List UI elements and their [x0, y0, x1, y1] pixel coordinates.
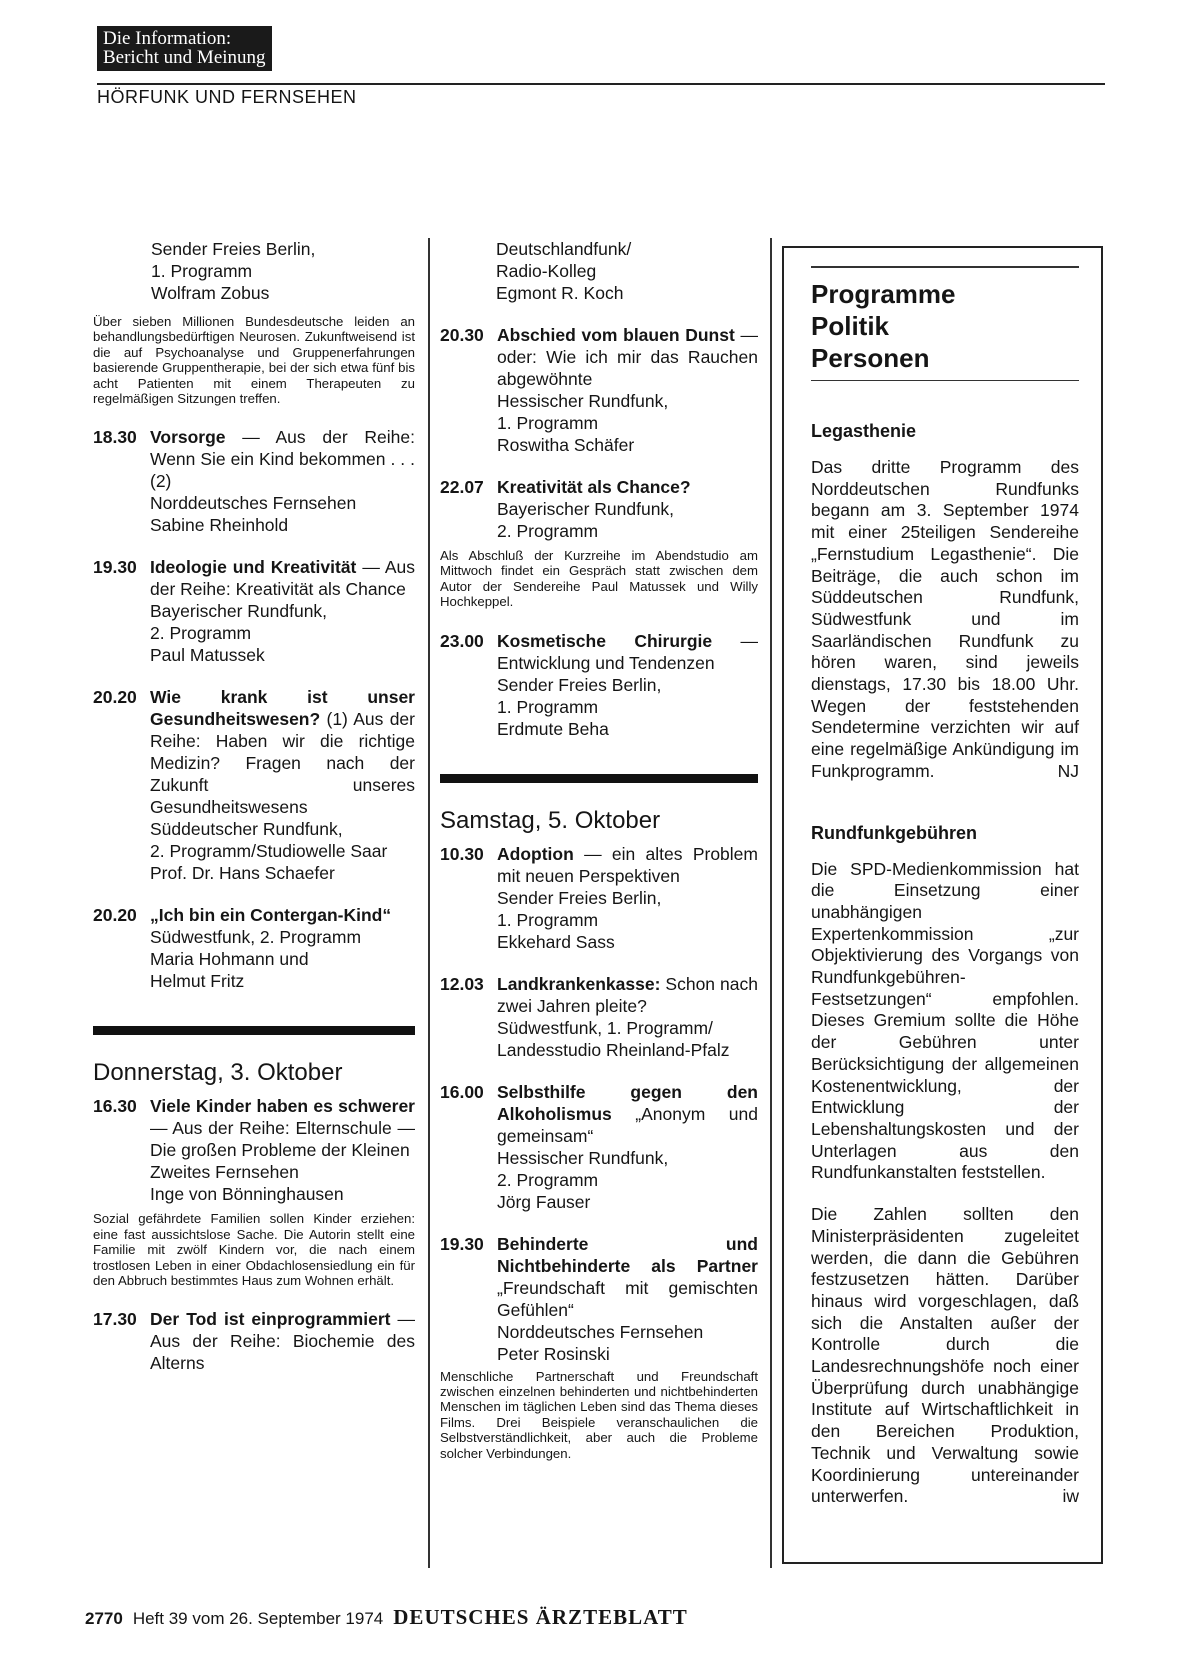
program-detail: Zweites Fernsehen	[150, 1162, 299, 1183]
program-entry	[440, 973, 758, 1061]
program-detail: Norddeutsches Fernsehen	[497, 1321, 704, 1342]
program-entry	[440, 1081, 758, 1213]
program-time: 19.30	[440, 1233, 484, 1254]
program-detail: Sender Freies Berlin,	[497, 887, 662, 908]
program-description: Sozial gefährdete Familien sollen Kinder erziehen: eine fast aussichtslose Sache. Die Autorin stellt eine Familie mit zwölf Kindern vor, die nach einem trostlosen Leben in einer Obdachlosensiedlung ein für den Abbruch bestimmtes Haus zum Wohnen erhält.	[93, 1211, 415, 1289]
author-sign: NJ	[1057, 760, 1079, 781]
program-time: 22.07	[440, 477, 484, 497]
program-entry	[440, 843, 758, 953]
program-subtitle: — Aus der Reihe: Biochemie des Alterns	[150, 1309, 415, 1374]
program-entry	[93, 904, 415, 992]
program-detail: 2. Programm	[497, 1169, 599, 1190]
program-time: 16.30	[93, 1096, 137, 1117]
program-title: Behinderte und Nichtbehinderte als Partner	[497, 1233, 758, 1276]
box-paragraph-text: Das dritte Programm des Norddeutschen Rundfunks begann am 3. September 1974 mit einer 25teiligen Sendereihe „Fernstudium Legasthenie“. Die Beiträge, die auch schon im Süddeutschen Rundfunk, Südwestfunk und im Saarländischen Rundfunk zu hören waren, sind jeweils dienstags, 17.30 bis 18.00 Uhr. Wegen der feststehenden Sendetermine verzichten wir auf eine regelmäßige Ankündigung im Funkprogramm.	[811, 457, 1079, 781]
program-detail: Roswitha Schäfer	[497, 435, 635, 455]
day-heading: Samstag, 5. Oktober	[440, 806, 661, 834]
box-paragraph-text: Die Zahlen sollten den Ministerpräsidenten zugeleitet werden, die dann die Gebühren festzusetzen hätten. Darüber hinaus wird vorgeschlagen, daß sich die Anstalten außer der Kontrolle durch die Landesrechnungshöfe noch einer Überprüfung durch unabhängige Institute auf Wirtschaftlichkeit in den Bereichen Produktion, Technik und Verwaltung sowie Koordinierung untereinander unterwerfen.	[811, 1204, 1079, 1507]
box-paragraph: Die SPD-Medienkommission hat die Einsetzung einer unabhängigen Expertenkommission „zur Objektivierung des Vorgangs von Rundfunkgebühren-Festsetzungen“ empfohlen. Dieses Gremium sollte die Höhe der Gebühren unter Berücksichtigung der allgemeinen Kostenentwicklung, der Entwicklung der Lebenshaltungskosten und der Unterlagen aus den Rundfunkanstalten feststellen.	[811, 858, 1079, 1183]
program-title: Ideologie und Kreativität	[150, 557, 357, 578]
program-detail: Ekkehard Sass	[497, 931, 615, 952]
program-title: Selbsthilfe gegen den Alkoholismus	[497, 1081, 758, 1124]
program-detail: Maria Hohmann und	[150, 949, 309, 970]
program-title: Landkrankenkasse:	[497, 973, 661, 994]
program-title: „Ich bin ein Contergan-Kind“	[150, 905, 392, 926]
byline-line: 1. Programm	[151, 261, 253, 281]
header-rule	[97, 83, 1105, 85]
program-detail: Paul Matussek	[150, 645, 265, 666]
footer	[85, 1605, 688, 1630]
page-number: 2770	[85, 1609, 123, 1628]
day-divider-bar	[440, 774, 758, 783]
program-detail: Südwestfunk, 2. Programm	[150, 927, 362, 948]
program-time: 12.03	[440, 973, 484, 994]
section-title: HÖRFUNK UND FERNSEHEN	[97, 87, 357, 107]
program-subtitle: — oder: Wie ich mir das Rauchen abgewöhnte	[497, 325, 758, 389]
program-description: Als Abschluß der Kurzreihe im Abendstudio am Mittwoch findet ein Gespräch statt zwischen dem Autor der Sendereihe Paul Matussek und Willy Hochkeppel.	[440, 548, 758, 610]
program-subtitle: (1) Aus der Reihe: Haben wir die richtige Medizin? Fragen nach der Zukunft unseres Gesundheitswesens	[150, 709, 415, 818]
program-title: Abschied vom blauen Dunst	[497, 325, 735, 345]
box-paragraph	[811, 457, 1079, 783]
program-detail: Norddeutsches Fernsehen	[150, 493, 357, 514]
program-detail: Landesstudio Rheinland-Pfalz	[497, 1039, 730, 1060]
program-entry	[93, 1095, 415, 1205]
box-title	[811, 268, 1079, 380]
program-subtitle: — ein altes Problem mit neuen Perspektiven	[497, 843, 758, 886]
program-entry	[440, 1233, 758, 1365]
program-detail: 2. Programm	[497, 521, 599, 541]
program-title: Kosmetische Chirurgie	[497, 630, 713, 651]
program-title: Wie krank ist unser Gesundheitswesen?	[150, 687, 415, 730]
byline	[496, 238, 758, 304]
box-subheading: Legasthenie	[811, 421, 917, 441]
program-entry	[440, 324, 758, 456]
program-time: 20.20	[93, 687, 137, 708]
program-entry	[440, 476, 758, 542]
program-detail: Jörg Fauser	[497, 1191, 591, 1212]
program-time: 17.30	[93, 1309, 137, 1330]
column-divider	[428, 238, 430, 1568]
program-title: Adoption	[497, 843, 574, 864]
box-title-line: Politik	[811, 310, 890, 341]
program-time: 20.20	[93, 905, 137, 926]
program-entry	[93, 686, 415, 884]
program-detail: 2. Programm/Studiowelle Saar	[150, 841, 388, 862]
program-subtitle: „Freundschaft mit gemischten Gefühlen“	[497, 1277, 758, 1320]
box-subheading: Rundfunkgebühren	[811, 822, 977, 843]
program-title: Kreativität als Chance?	[497, 477, 691, 497]
program-detail: 1. Programm	[497, 696, 599, 717]
program-detail: Hessischer Rundfunk,	[497, 1147, 669, 1168]
box-rule	[811, 380, 1079, 382]
program-detail: Peter Rosinski	[497, 1343, 610, 1364]
program-detail: Sender Freies Berlin,	[497, 674, 662, 695]
program-detail: Erdmute Beha	[497, 718, 609, 739]
masthead-line-1: Die Information:	[103, 28, 232, 49]
program-time: 23.00	[440, 630, 484, 651]
column-2	[440, 238, 758, 1461]
program-subtitle: — Aus der Reihe: Kreativität als Chance	[150, 557, 415, 600]
byline-line: Radio-Kolleg	[496, 261, 597, 281]
box-title-line: Programme	[811, 278, 956, 309]
day-heading: Donnerstag, 3. Oktober	[93, 1059, 343, 1087]
program-detail: 1. Programm	[497, 413, 599, 433]
program-description: Über sieben Millionen Bundesdeutsche leiden an behandlungsbedürftigen Neurosen. Zukunftweisend ist die auf Psychoanalyse und Gruppenerfahrungen basierende Gruppentherapie, bei der sich etwa fünf bis acht Patienten mit einem Therapeuten zu regelmäßigen Sitzungen treffen.	[93, 314, 415, 407]
day-divider-bar	[93, 1026, 415, 1035]
byline	[151, 238, 415, 304]
column-divider	[770, 238, 772, 1568]
program-detail: Bayerischer Rundfunk,	[497, 499, 675, 519]
column-1	[93, 238, 415, 1374]
program-detail: 1. Programm	[497, 909, 599, 930]
program-description: Menschliche Partnerschaft und Freundschaft zwischen einzelnen behinderten und nichtbehinderten Menschen im täglichen Leben sind das Thema dieses Films. Drei Beispiele veranschaulichen die Selbstverständlichkeit, aber auch die Probleme solcher Verbindungen.	[440, 1368, 758, 1461]
program-detail: Süddeutscher Rundfunk,	[150, 819, 343, 840]
program-entry	[93, 426, 415, 536]
issue-info: Heft 39 vom 26. September 1974	[132, 1609, 384, 1628]
program-subtitle: Schon nach zwei Jahren pleite?	[497, 973, 758, 1016]
author-sign: iw	[1062, 1486, 1079, 1507]
byline-line: Egmont R. Koch	[496, 283, 624, 303]
program-detail: Prof. Dr. Hans Schaefer	[150, 863, 335, 884]
program-detail: Sabine Rheinhold	[150, 515, 289, 536]
byline-line: Sender Freies Berlin,	[151, 239, 316, 259]
program-detail: 2. Programm	[150, 623, 252, 644]
program-title: Der Tod ist einprogrammiert	[150, 1309, 391, 1330]
byline-line: Deutschlandfunk/	[496, 239, 632, 259]
program-detail: Inge von Bönninghausen	[150, 1184, 344, 1205]
program-time: 18.30	[93, 427, 137, 448]
program-detail: Hessischer Rundfunk,	[497, 391, 669, 411]
program-subtitle: „Anonym und gemeinsam“	[497, 1103, 758, 1146]
byline-line: Wolfram Zobus	[151, 283, 270, 303]
journal-name: DEUTSCHES ÄRZTEBLATT	[393, 1605, 688, 1629]
program-subtitle: — Aus der Reihe: Elternschule — Die großen Probleme der Kleinen	[150, 1118, 415, 1161]
program-time: 20.30	[440, 325, 484, 345]
program-entry	[93, 556, 415, 666]
program-title: Vorsorge	[150, 427, 226, 448]
program-subtitle: — Aus der Reihe: Wenn Sie ein Kind bekommen . . . (2)	[150, 427, 415, 492]
program-time: 19.30	[93, 557, 137, 578]
program-subtitle: — Entwicklung und Tendenzen	[497, 630, 758, 673]
masthead	[97, 26, 272, 71]
masthead-line-2: Bericht und Meinung	[103, 47, 266, 68]
box-paragraph	[811, 1204, 1079, 1508]
program-detail: Südwestfunk, 1. Programm/	[497, 1017, 713, 1038]
info-box	[782, 246, 1103, 1564]
program-entry	[93, 1308, 415, 1374]
program-detail: Bayerischer Rundfunk,	[150, 601, 328, 622]
program-detail: Helmut Fritz	[150, 971, 245, 992]
program-time: 10.30	[440, 843, 484, 864]
program-entry	[440, 630, 758, 740]
program-title: Viele Kinder haben es schwerer	[150, 1096, 415, 1117]
program-time: 16.00	[440, 1081, 484, 1102]
box-title-line: Personen	[811, 342, 930, 373]
